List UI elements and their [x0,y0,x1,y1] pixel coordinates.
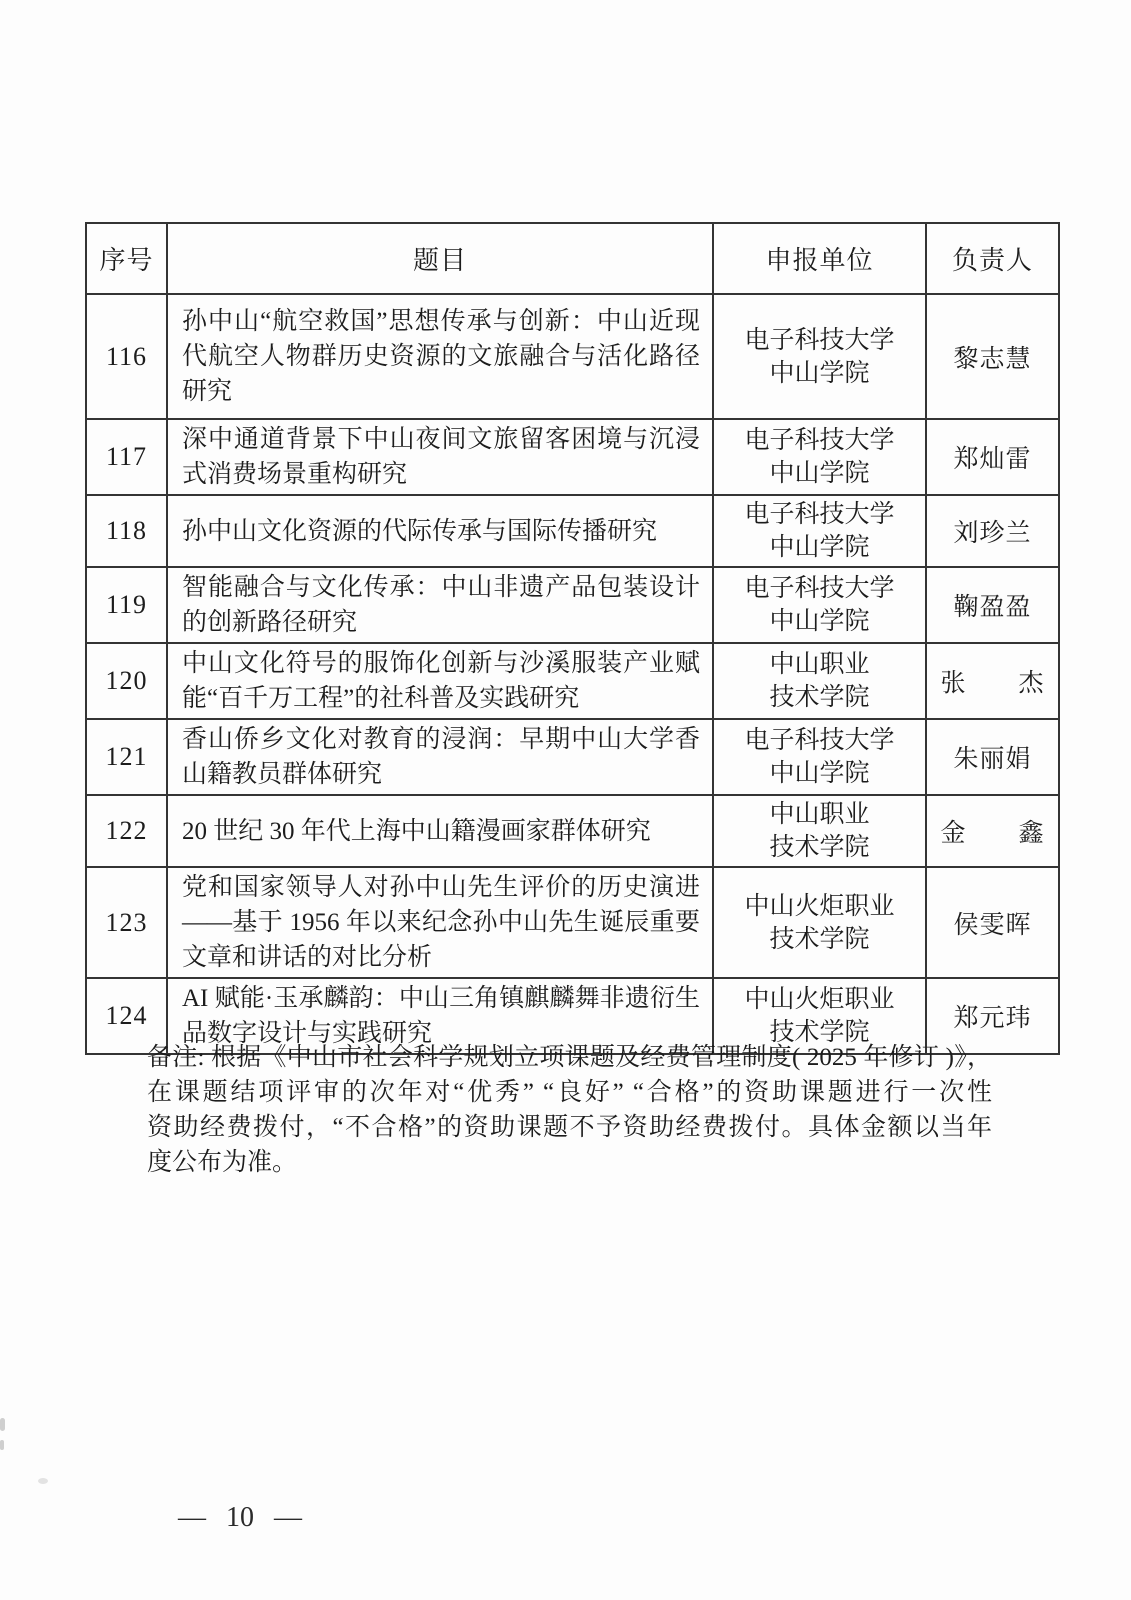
header-leader: 负责人 [926,223,1059,294]
leader-cell: 黎志慧 [926,294,1059,419]
unit-line-1: 电子科技大学 [744,326,895,354]
serial-cell: 123 [86,867,167,978]
unit-line-1: 中山火炬职业 [744,892,895,920]
unit-line-2: 技术学院 [769,834,870,861]
header-serial: 序号 [86,223,167,294]
scan-artifact [38,1478,48,1484]
unit-cell [713,867,926,978]
title-cell: 党和国家领导人对孙中山先生评价的历史演进——基于 1956 年以来纪念孙中山先生诞辰重要文章和讲话的对比分析 [167,867,713,978]
projects-table [85,222,1060,1055]
title-cell: 香山侨乡文化对教育的浸润：早期中山大学香山籍教员群体研究 [167,719,713,795]
page-number [178,1502,302,1534]
unit-line-1: 电子科技大学 [744,427,895,454]
note-line-1: 备注: 根据《中山市社会科学规划立项课题及经费管理制度( 2025 年修订 )》， [147,1044,992,1071]
title-cell: 20 世纪 30 年代上海中山籍漫画家群体研究 [167,795,713,867]
header-unit: 申报单位 [713,223,926,294]
unit-line-1: 电子科技大学 [744,575,895,602]
serial-cell: 121 [86,719,167,795]
unit-line-1: 电子科技大学 [744,727,895,754]
header-title: 题目 [167,223,713,294]
title-cell: 中山文化符号的服饰化创新与沙溪服装产业赋能“百千万工程”的社科普及实践研究 [167,643,713,719]
page-number-right-dash: — [274,1502,302,1533]
page-number-left-dash: — [178,1502,206,1533]
scan-artifact [0,1418,5,1431]
note-paragraph [147,1040,992,1180]
leader-cell: 郑元玮 [926,978,1059,1054]
unit-line-1: 中山职业 [769,801,870,828]
table-row [86,294,1059,419]
unit-cell [713,643,926,719]
unit-line-2: 中山学院 [769,608,870,635]
leader-cell: 鞠盈盈 [926,567,1059,643]
note-line-3: 资助经费拨付，“不合格”的资助课题不予资助经费拨付。具体金额以当年 [147,1114,992,1141]
leader-cell: 郑灿雷 [926,419,1059,495]
title-cell: AI 赋能·玉承麟韵：中山三角镇麒麟舞非遗衍生品数字设计与实践研究 [167,978,713,1054]
table-row [86,419,1059,495]
unit-cell [713,495,926,567]
unit-cell [713,567,926,643]
scan-artifact [0,1440,4,1450]
note-line-2: 在课题结项评审的次年对“优秀” “良好” “合格”的资助课题进行一次性 [147,1079,992,1106]
serial-cell: 124 [86,978,167,1054]
serial-cell: 117 [86,419,167,495]
leader-cell: 刘珍兰 [926,495,1059,567]
title-cell: 智能融合与文化传承：中山非遗产品包装设计的创新路径研究 [167,567,713,643]
serial-cell: 118 [86,495,167,567]
unit-cell [713,795,926,867]
table-row [86,795,1059,867]
serial-cell: 122 [86,795,167,867]
serial-cell: 116 [86,294,167,419]
table-row [86,867,1059,978]
table-row [86,643,1059,719]
leader-cell: 张 杰 [926,643,1059,719]
unit-line-2: 中山学院 [769,460,870,487]
table-header-row [86,223,1059,294]
leader-cell: 朱丽娟 [926,719,1059,795]
note-line-4: 度公布为准。 [147,1149,298,1176]
title-cell: 深中通道背景下中山夜间文旅留客困境与沉浸式消费场景重构研究 [167,419,713,495]
unit-line-2: 中山学院 [769,760,870,787]
table-row [86,719,1059,795]
unit-cell [713,719,926,795]
serial-cell: 119 [86,567,167,643]
unit-line-2: 中山学院 [769,534,870,561]
unit-line-2: 技术学院 [769,925,870,953]
unit-line-2: 中山学院 [769,359,870,387]
unit-line-1: 中山职业 [769,651,870,678]
serial-cell: 120 [86,643,167,719]
leader-cell: 金 鑫 [926,795,1059,867]
unit-line-2: 技术学院 [769,1019,870,1046]
unit-line-1: 电子科技大学 [744,501,895,528]
unit-line-1: 中山火炬职业 [744,986,895,1013]
unit-cell [713,294,926,419]
unit-cell [713,419,926,495]
unit-line-2: 技术学院 [769,684,870,711]
page-number-value: 10 [226,1502,254,1533]
title-cell: 孙中山“航空救国”思想传承与创新：中山近现代航空人物群历史资源的文旅融合与活化路径研究 [167,294,713,419]
leader-cell: 侯雯晖 [926,867,1059,978]
table-row [86,567,1059,643]
table-row [86,495,1059,567]
title-cell: 孙中山文化资源的代际传承与国际传播研究 [167,495,713,567]
